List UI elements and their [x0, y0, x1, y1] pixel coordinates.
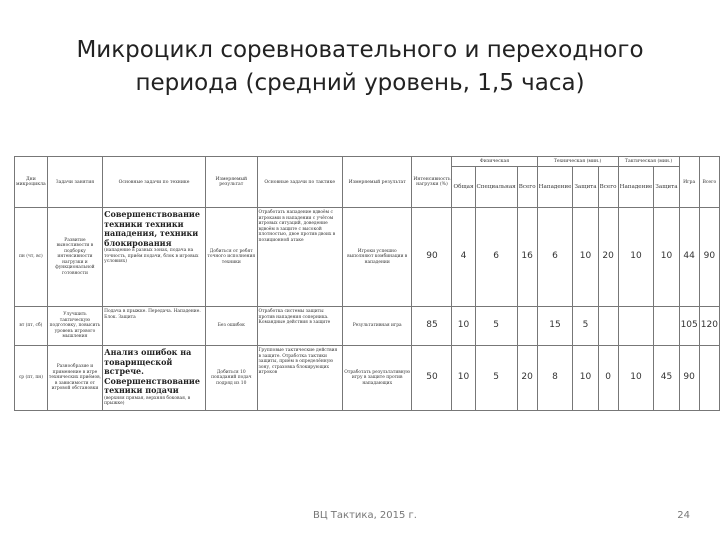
cell-game: 90 [679, 346, 699, 411]
col-defense-tact: Защита [654, 167, 679, 208]
cell-load: 90 [412, 208, 452, 307]
cell-special: 5 [475, 307, 517, 346]
col-load: Интенсивность нагрузки (%) [412, 157, 452, 208]
table-row [15, 208, 720, 307]
col-attack: Нападение [537, 167, 573, 208]
col-special: Специальная [475, 167, 517, 208]
cell-game: 105 [679, 307, 699, 346]
slide-title-line-1: Микроцикл соревновательного и переходного [76, 37, 644, 63]
col-game: Игра [679, 157, 699, 208]
cell-attack-tact: 10 [618, 346, 654, 411]
cell-total-phys [517, 307, 537, 346]
col-total-tech: Всего [598, 167, 618, 208]
cell-defense-tech: 10 [573, 208, 598, 307]
cell-attack-tact: 10 [618, 208, 654, 307]
cell-total [699, 346, 719, 411]
cell-defense-tact: 45 [654, 346, 679, 411]
cell-attack: 8 [537, 346, 573, 411]
cell-defense-tact: 10 [654, 208, 679, 307]
cell-day: пн (чт, вс) [15, 208, 48, 307]
slide-title-line-2: периода (средний уровень, 1,5 часа) [135, 70, 585, 96]
col-defense-tech: Защита [573, 167, 598, 208]
table-row [15, 307, 720, 346]
technique-note: (нападение в разных зонах, подача на точность, приём подачи, блок в игровых условиях) [104, 248, 199, 264]
col-general: Общая [452, 167, 475, 208]
col-measurable-result: Измеряемый результат [342, 157, 411, 208]
technique-text: Совершенствование техники техники нападения, техники блокирования [104, 209, 200, 248]
cell-tactics: Групповые тактические действия в защите. Отработка тактики защиты, приём в определённую зону, страховка блокирующих игроков [257, 346, 342, 411]
col-tasks: Задачи занятия [47, 157, 102, 208]
cell-tasks: Развитие выносливости в подборку интенсивности нагрузки и функциональной готовности [47, 208, 102, 307]
cell-tasks: Улучшить тактическую подготовку, повысить уровень игрового мышления [47, 307, 102, 346]
col-attack-tact: Нападение [618, 167, 654, 208]
group-technical: Техническая (мин.) [537, 157, 618, 167]
table-row [15, 346, 720, 411]
cell-total-phys: 20 [517, 346, 537, 411]
cell-tactics: Отработка системы защиты против нападения соперника. Командные действия в защите [257, 307, 342, 346]
cell-special: 6 [475, 208, 517, 307]
slide-footer: ВЦ Тактика, 2015 г. [313, 510, 417, 521]
cell-tactics: Отработать нападение вдвоём с игроками в нападении с учётом игровых ситуаций, доведение вдвоём в защите с высокой плотностью, двое против двоих в позиционной атаке [257, 208, 342, 307]
cell-total-tech: 0 [598, 346, 618, 411]
cell-attack: 6 [537, 208, 573, 307]
slide-title [0, 34, 720, 100]
cell-tactics-result: Игроки успешно выполняют комбинации в нападении [342, 208, 411, 307]
cell-attack: 15 [537, 307, 573, 346]
technique-text: Подача в прыжке. Передача. Нападение. Блок. Защита [104, 309, 201, 320]
cell-tactics-result: Отработать результативную игру в защите против нападающих [342, 346, 411, 411]
cell-total: 90 [699, 208, 719, 307]
cell-general: 10 [452, 346, 475, 411]
cell-load: 50 [412, 346, 452, 411]
cell-general: 10 [452, 307, 475, 346]
cell-technique [103, 208, 206, 307]
cell-total-phys: 16 [517, 208, 537, 307]
table-group-header-row [15, 157, 720, 167]
technique-text: Анализ ошибок на товарищеской встрече. Совершенствование техники подачи [104, 347, 200, 395]
microcycle-table [14, 156, 720, 411]
col-main-tasks-tactics: Основные задачи по тактике [257, 157, 342, 208]
group-physical: Физическая [452, 157, 537, 167]
page-number: 24 [677, 510, 690, 521]
technique-note: (верхняя прямая, верхняя боковая, в прыжке) [104, 395, 191, 406]
cell-special: 5 [475, 346, 517, 411]
col-measurable: Измеряемый результат [206, 157, 257, 208]
col-main-tasks: Основные задачи по технике [103, 157, 206, 208]
cell-attack-tact [618, 307, 654, 346]
cell-defense-tech: 5 [573, 307, 598, 346]
cell-load: 85 [412, 307, 452, 346]
cell-total-tech: 20 [598, 208, 618, 307]
cell-measurable: Добиться от ребят точного исполнения техники [206, 208, 257, 307]
cell-game: 44 [679, 208, 699, 307]
cell-general: 4 [452, 208, 475, 307]
cell-measurable: Добиться 10 попаданий подач подряд из 10 [206, 346, 257, 411]
cell-total-tech [598, 307, 618, 346]
cell-technique [103, 307, 206, 346]
cell-tactics-result: Результативная игра [342, 307, 411, 346]
cell-day: вт (пт, сб) [15, 307, 48, 346]
col-total: Всего [699, 157, 719, 208]
cell-day: ср (пт, пн) [15, 346, 48, 411]
cell-tasks: Разнообразие и применение в игре технических приёмов, в зависимости от игровой обстановки [47, 346, 102, 411]
cell-measurable: Без ошибок [206, 307, 257, 346]
col-total-phys: Всего [517, 167, 537, 208]
cell-defense-tech: 10 [573, 346, 598, 411]
col-day: Дни микроцикла [15, 157, 48, 208]
cell-total: 120 [699, 307, 719, 346]
cell-defense-tact [654, 307, 679, 346]
cell-technique [103, 346, 206, 411]
group-tactical: Тактическая (мин.) [618, 157, 679, 167]
